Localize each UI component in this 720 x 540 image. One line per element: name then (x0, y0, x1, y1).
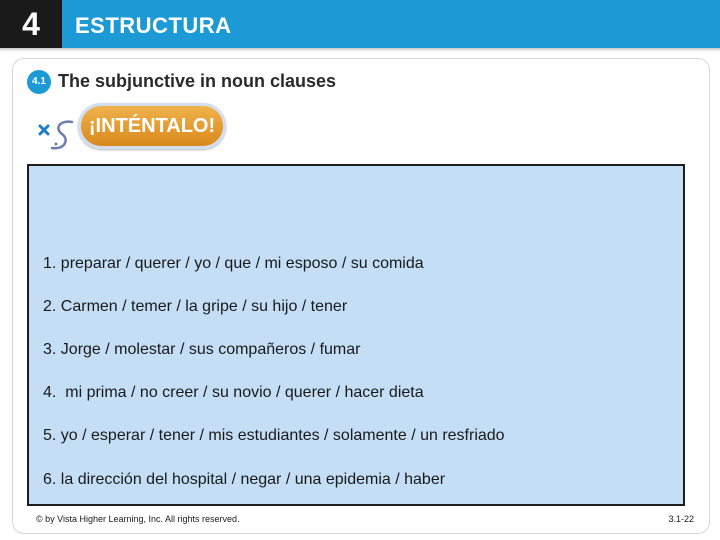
item-text: la dirección del hospital / negar / una epidemia / haber (60, 471, 446, 488)
item-text: preparar / querer / yo / que / mi esposo / su comida (60, 255, 424, 272)
section-title: The subjunctive in noun clauses (58, 71, 337, 91)
item-text: yo / esperar / tener / mis estudiantes / solamente / un resfriado (60, 427, 505, 444)
copyright-notice: © by Vista Higher Learning, Inc. All rights reserved. (36, 514, 240, 524)
vhl-mouse-logo-icon (36, 118, 76, 152)
exercise-box (27, 164, 685, 506)
header-divider (0, 48, 720, 52)
section-badge: 4.1 (27, 70, 51, 94)
exercise-item-3 (43, 341, 360, 359)
item-text: Carmen / temer / la gripe / su hijo / tener (60, 298, 348, 315)
exercise-item-4 (43, 384, 424, 402)
chapter-number: 4 (0, 0, 62, 48)
exercise-item-1 (43, 255, 424, 273)
item-number: 5. (43, 427, 57, 444)
chapter-title: ESTRUCTURA (75, 13, 232, 38)
item-text: mi prima / no creer / su novio / querer / hacer dieta (60, 384, 424, 401)
exercise-item-5 (43, 427, 505, 445)
exercise-item-2 (43, 298, 347, 316)
intentalo-button[interactable]: ¡INTÉNTALO! (78, 103, 226, 149)
slide-number: 3.1-22 (668, 514, 694, 524)
item-number: 2. (43, 298, 57, 315)
item-number: 6. (43, 471, 57, 488)
item-text: Jorge / molestar / sus compañeros / fumar (60, 341, 361, 358)
item-number: 4. (43, 384, 57, 401)
item-number: 3. (43, 341, 57, 358)
item-number: 1. (43, 255, 57, 272)
exercise-item-6 (43, 471, 445, 489)
